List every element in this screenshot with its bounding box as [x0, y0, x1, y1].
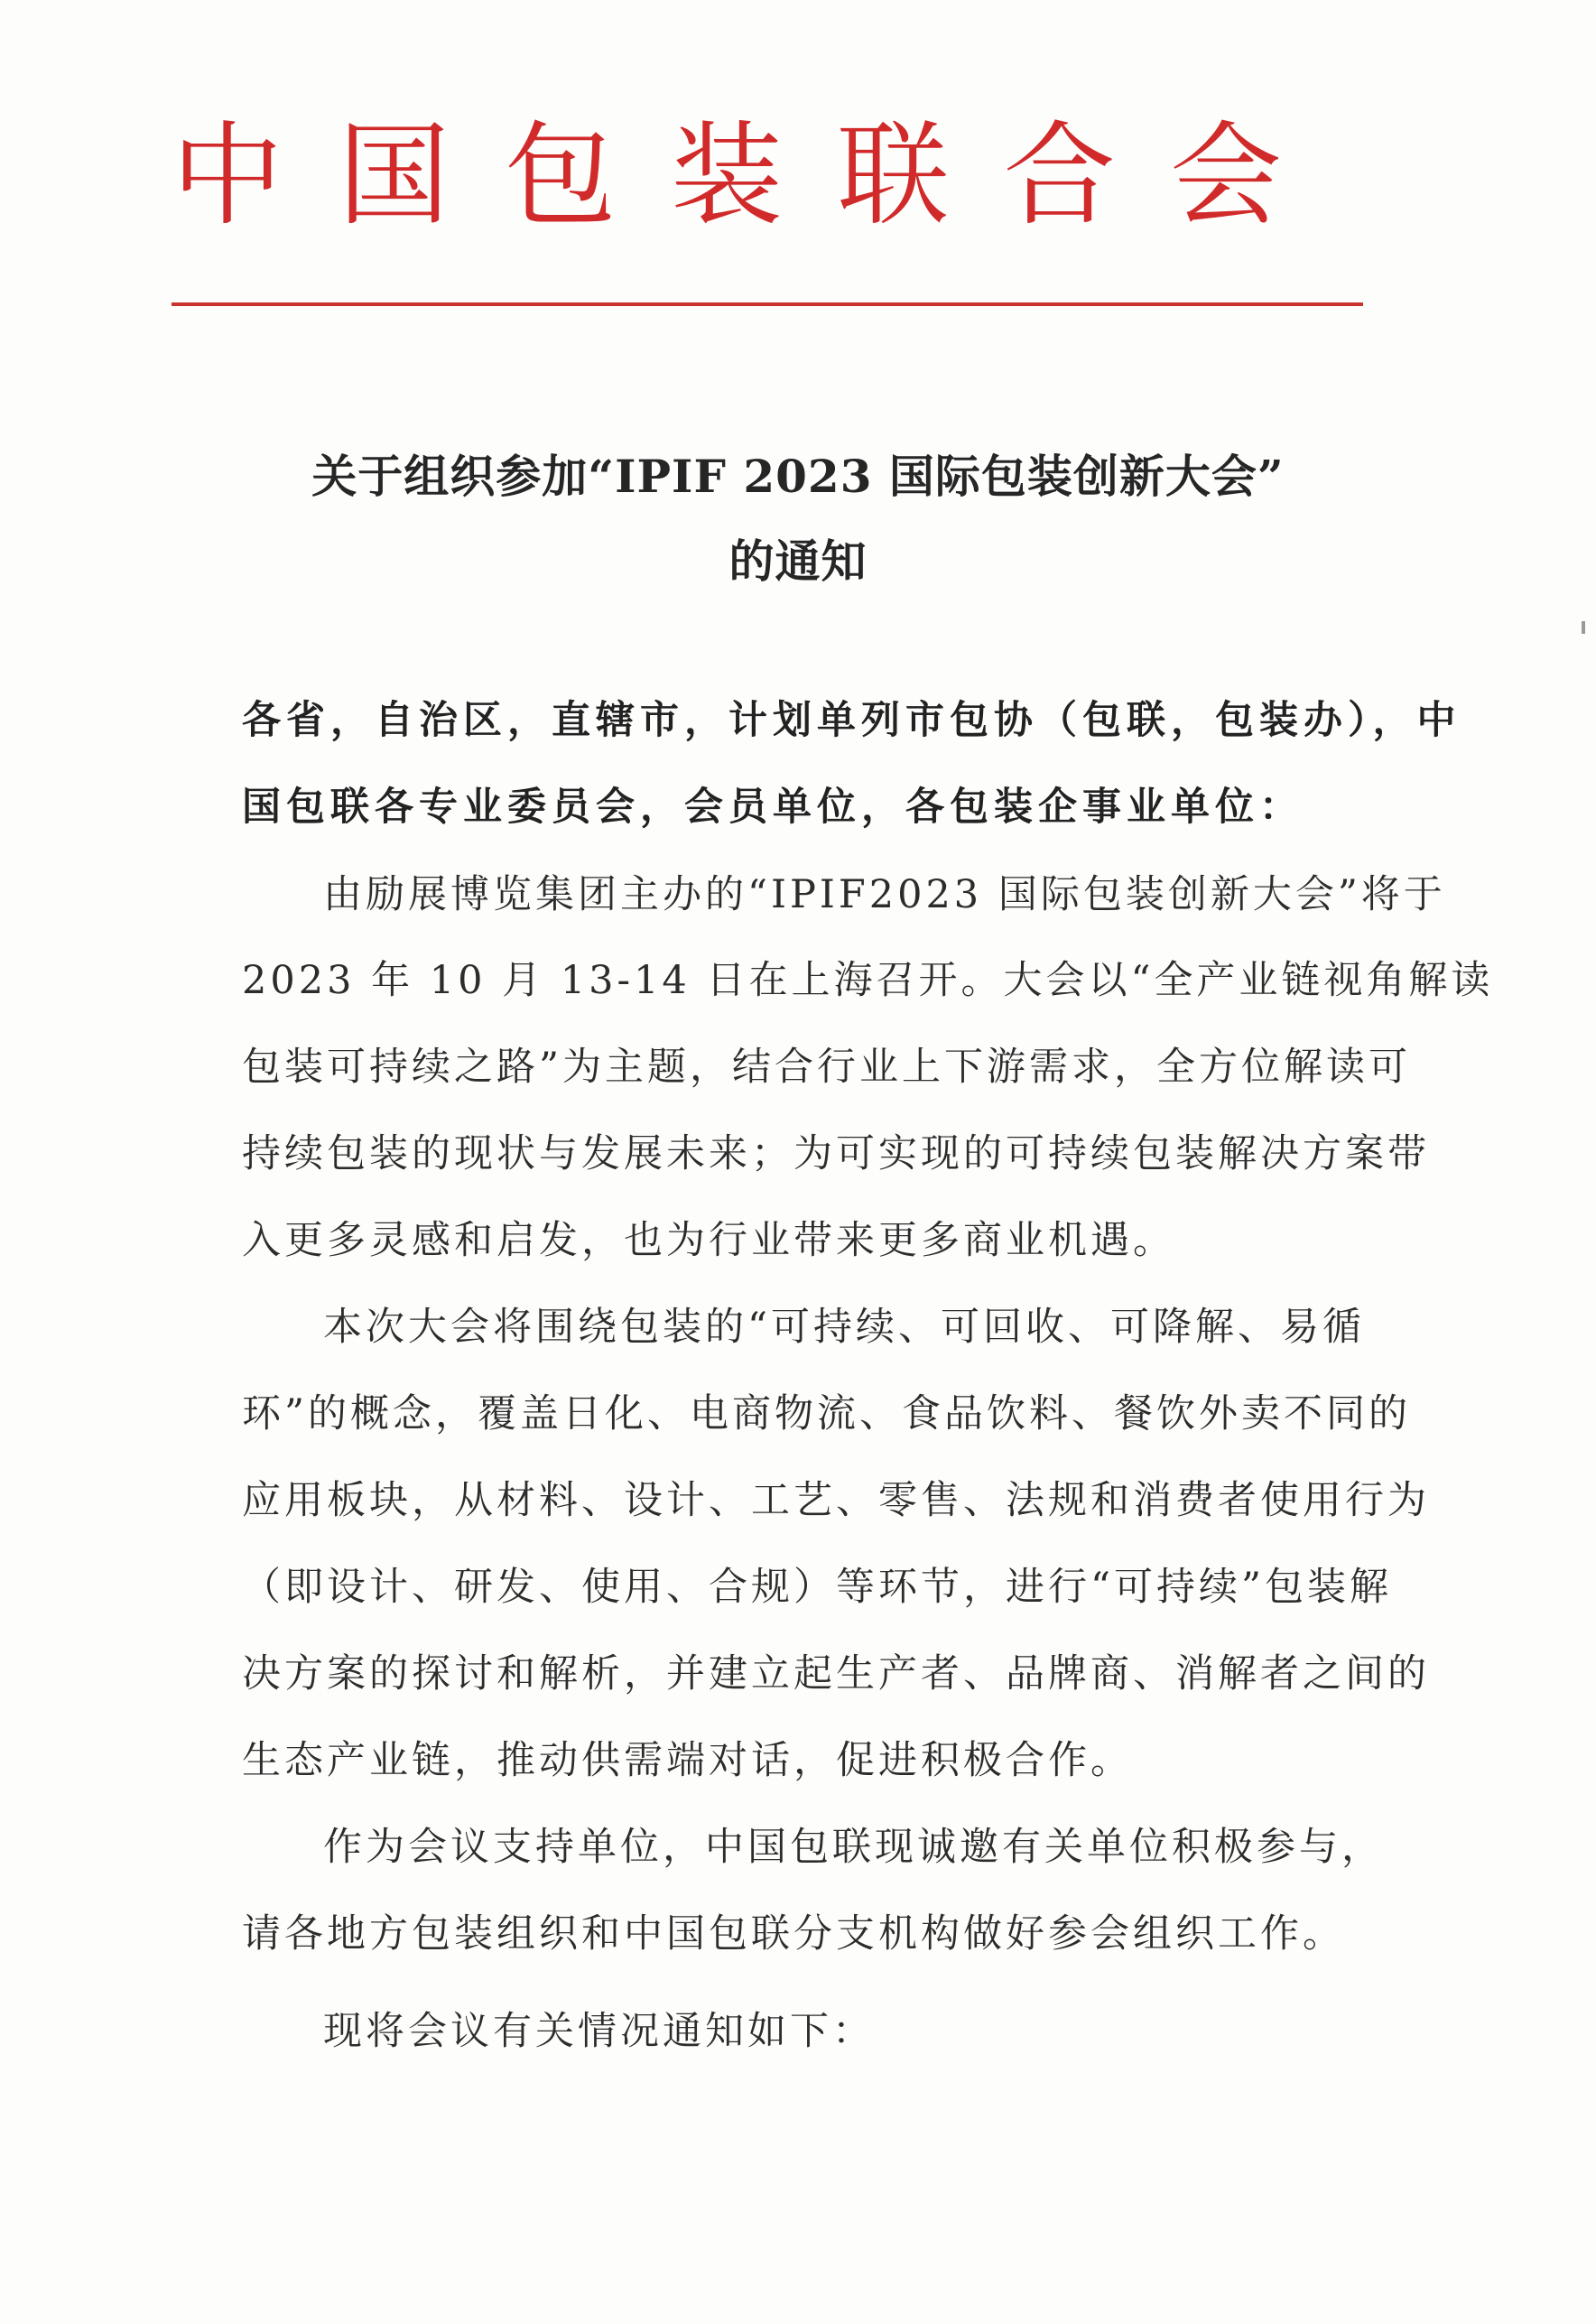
paragraph-line: 包装可持续之路”为主题，结合行业上下游需求，全方位解读可 — [242, 1045, 1411, 1090]
letterhead-char: 中 — [172, 111, 284, 241]
paragraph-line: 应用板块，从材料、设计、工艺、零售、法规和消费者使用行为 — [242, 1478, 1430, 1523]
paragraph-line: 本次大会将围绕包装的“可持续、可回收、可降解、易循 — [323, 1305, 1365, 1350]
paragraph-line: 请各地方包装组织和中国包联分支机构做好参会组织工作。 — [242, 1911, 1345, 1957]
letterhead-char: 装 — [670, 111, 783, 241]
addressee-line-2: 国包联各专业委员会，会员单位，各包装企事业单位： — [242, 785, 1304, 830]
paragraph-line: 决方案的探讨和解析，并建立起生产者、品牌商、消解者之间的 — [242, 1651, 1430, 1697]
notice-title-line-1: 关于组织参加“IPIF 2023 国际包装创新大会” — [311, 450, 1285, 503]
paragraph-line: （即设计、研发、使用、合规）等环节，进行“可持续”包装解 — [242, 1565, 1392, 1610]
notice-title-line-2: 的通知 — [728, 535, 868, 588]
letterhead-char: 联 — [837, 111, 950, 241]
paragraph-line: 作为会议支持单位，中国包联现诚邀有关单位积极参与， — [323, 1825, 1384, 1870]
letterhead-char: 国 — [338, 111, 450, 241]
letterhead-divider — [172, 302, 1363, 306]
paragraph-line: 现将会议有关情况通知如下： — [323, 2009, 875, 2054]
letterhead-char: 包 — [504, 111, 617, 241]
paragraph-line: 2023 年 10 月 13-14 日在上海召开。大会以“全产业链视角解读 — [242, 958, 1494, 1003]
paragraph-line: 环”的概念，覆盖日化、电商物流、食品饮料、餐饮外卖不同的 — [242, 1391, 1411, 1436]
addressee-line-1: 各省，自治区，直辖市，计划单列市包协（包联，包装办），中 — [242, 698, 1461, 743]
letterhead-char: 合 — [1003, 111, 1116, 241]
paragraph-line: 持续包装的现状与发展未来；为可实现的可持续包装解决方案带 — [242, 1131, 1430, 1176]
organization-letterhead — [172, 108, 1282, 244]
letterhead-char: 会 — [1169, 111, 1282, 241]
scan-edge-mark — [1582, 621, 1585, 634]
paragraph-line: 由励展博览集团主办的“IPIF2023 国际包装创新大会”将于 — [323, 872, 1446, 917]
paragraph-line: 入更多灵感和启发，也为行业带来更多商业机遇。 — [242, 1218, 1175, 1263]
paragraph-line: 生态产业链，推动供需端对话，促进积极合作。 — [242, 1738, 1133, 1783]
